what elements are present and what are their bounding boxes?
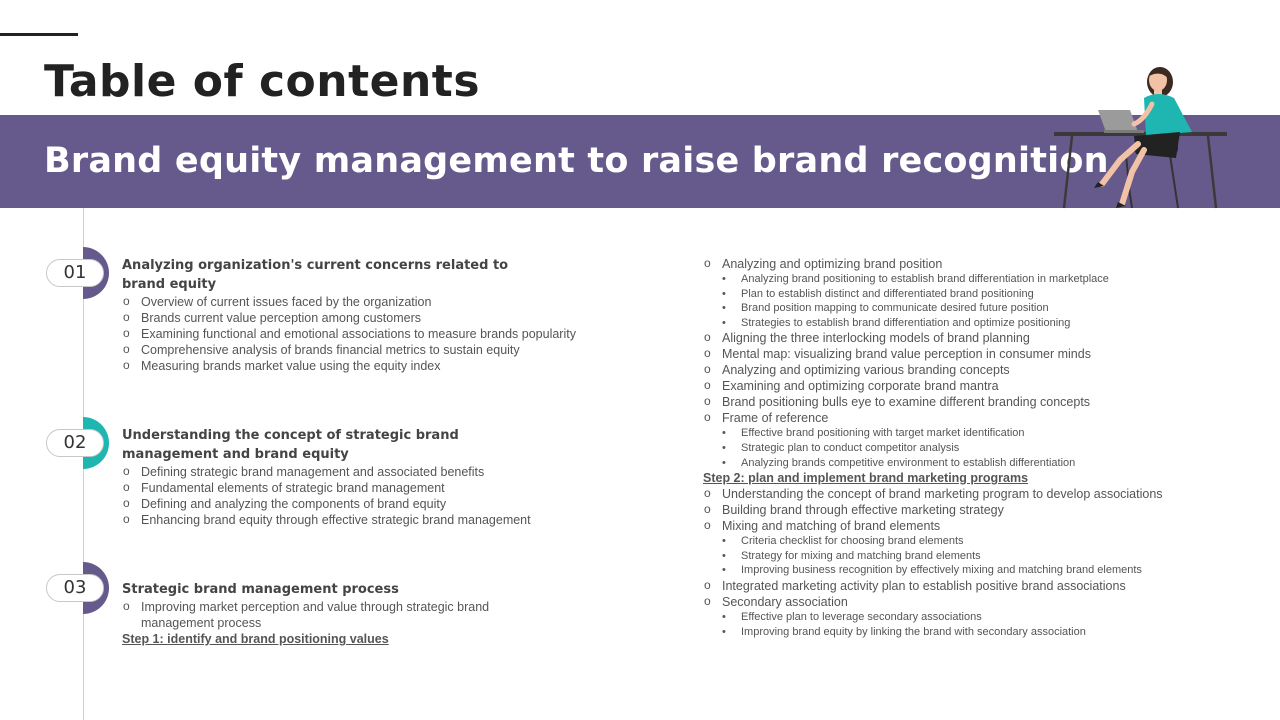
list-item: o Enhancing brand equity through effective strategic brand management bbox=[122, 512, 531, 528]
sub-list-item: • Improving brand equity by linking the brand with secondary association bbox=[703, 625, 1243, 640]
sub-list-item: • Strategy for mixing and matching brand elements bbox=[703, 549, 1243, 564]
section-title: Strategic brand management process bbox=[122, 582, 399, 597]
top-accent-rule bbox=[0, 33, 78, 36]
section-marker-03 bbox=[46, 562, 116, 614]
section-item-list bbox=[122, 599, 522, 631]
section-number: 02 bbox=[46, 429, 104, 457]
list-item: o Brands current value perception among customers bbox=[122, 310, 576, 326]
section-item-list bbox=[122, 294, 576, 374]
section-marker-02 bbox=[46, 417, 116, 469]
list-item: o Measuring brands market value using the equity index bbox=[122, 358, 576, 374]
list-item: o Examining functional and emotional associations to measure brands popularity bbox=[122, 326, 576, 342]
list-item: o Aligning the three interlocking models of brand planning bbox=[703, 330, 1243, 346]
sub-list-item: • Brand position mapping to communicate desired future position bbox=[703, 301, 1243, 316]
sub-list-item: • Criteria checklist for choosing brand elements bbox=[703, 534, 1243, 549]
list-item: o Integrated marketing activity plan to establish positive brand associations bbox=[703, 578, 1243, 594]
list-item: o Analyzing and optimizing brand position bbox=[703, 256, 1243, 272]
section-number: 03 bbox=[46, 574, 104, 602]
list-item: o Defining strategic brand management and associated benefits bbox=[122, 464, 531, 480]
sub-list-item: • Analyzing brand positioning to establish brand differentiation in marketplace bbox=[703, 272, 1243, 287]
page-title: Table of contents bbox=[44, 56, 481, 107]
section-title: Analyzing organization's current concerns related to brand equity bbox=[122, 258, 509, 292]
sub-list-item: • Strategic plan to conduct competitor analysis bbox=[703, 441, 1243, 456]
list-item: o Fundamental elements of strategic brand management bbox=[122, 480, 531, 496]
section-marker-01 bbox=[46, 247, 116, 299]
list-item: o Analyzing and optimizing various branding concepts bbox=[703, 362, 1243, 378]
list-item: o Building brand through effective marketing strategy bbox=[703, 502, 1243, 518]
list-item: o Examining and optimizing corporate brand mantra bbox=[703, 378, 1243, 394]
list-item: o Improving market perception and value through strategic brand management process bbox=[122, 599, 522, 631]
step-heading: Step 1: identify and brand positioning values bbox=[122, 632, 389, 646]
right-column-list bbox=[703, 256, 1243, 639]
list-item: o Frame of reference bbox=[703, 410, 1243, 426]
list-item: o Mixing and matching of brand elements bbox=[703, 518, 1243, 534]
section-number: 01 bbox=[46, 259, 104, 287]
sub-list-item: • Strategies to establish brand differentiation and optimize positioning bbox=[703, 316, 1243, 331]
sub-list-item: • Plan to establish distinct and differentiated brand positioning bbox=[703, 287, 1243, 302]
list-item: o Comprehensive analysis of brands financial metrics to sustain equity bbox=[122, 342, 576, 358]
sub-list-item: • Effective brand positioning with target market identification bbox=[703, 426, 1243, 441]
sub-list-item: • Effective plan to leverage secondary associations bbox=[703, 610, 1243, 625]
sub-list-item: • Improving business recognition by effectively mixing and matching brand elements bbox=[703, 563, 1243, 578]
list-item: o Brand positioning bulls eye to examine different branding concepts bbox=[703, 394, 1243, 410]
step-heading: Step 2: plan and implement brand marketing programs bbox=[703, 471, 1029, 486]
list-item: o Secondary association bbox=[703, 594, 1243, 610]
woman-at-desk-with-laptop-icon bbox=[1048, 60, 1238, 210]
list-item: o Mental map: visualizing brand value perception in consumer minds bbox=[703, 346, 1243, 362]
banner-title: Brand equity management to raise brand recognition bbox=[44, 141, 1109, 181]
section-item-list bbox=[122, 464, 531, 528]
list-item: o Understanding the concept of brand marketing program to develop associations bbox=[703, 486, 1243, 502]
sub-list-item: • Analyzing brands competitive environment to establish differentiation bbox=[703, 456, 1243, 471]
list-item: o Defining and analyzing the components of brand equity bbox=[122, 496, 531, 512]
list-item: o Overview of current issues faced by the organization bbox=[122, 294, 576, 310]
section-title: Understanding the concept of strategic brand management and brand equity bbox=[122, 428, 459, 462]
